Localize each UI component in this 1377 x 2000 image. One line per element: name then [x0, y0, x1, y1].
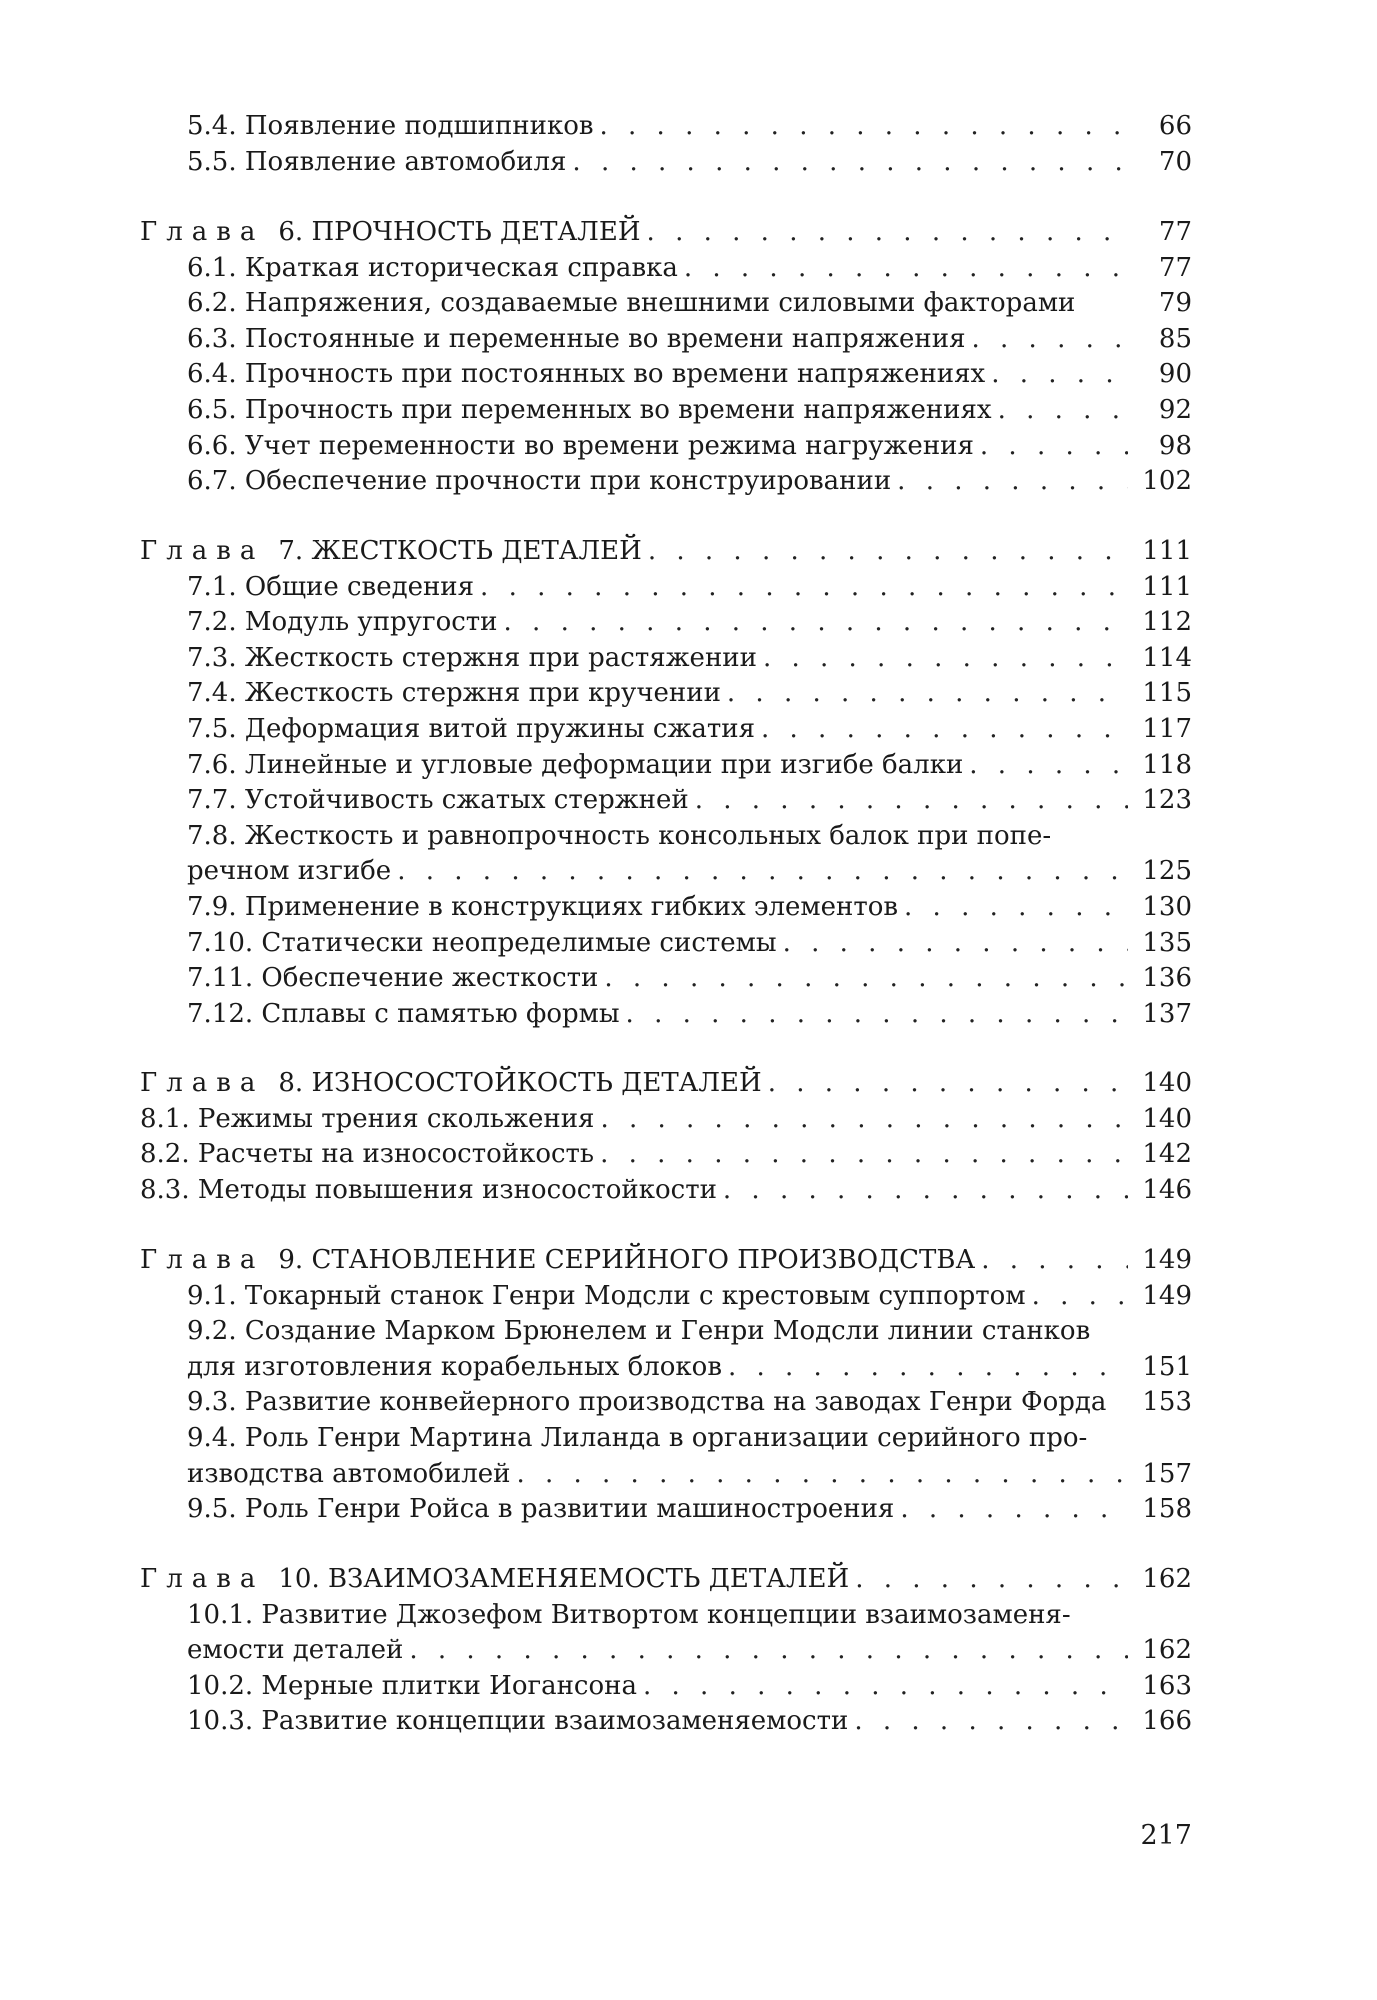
toc-item-title: 9.1. Токарный станок Генри Модсли с крестовым суппортом [187, 1280, 1026, 1311]
toc-item-page: 77 [1158, 252, 1192, 283]
toc-item-page: 112 [1142, 607, 1192, 638]
toc-item-page: 102 [1142, 466, 1192, 497]
toc-item-page: 130 [1142, 891, 1192, 922]
toc-item-page: 149 [1142, 1280, 1192, 1311]
dot-leader [684, 251, 1128, 287]
chapter-row [140, 1066, 1192, 1102]
dot-leader [727, 676, 1128, 712]
dot-leader [516, 1457, 1128, 1493]
toc-item-title: 7.10. Статически неопределимые системы [187, 927, 777, 958]
chapter-prefix: Глава [140, 1245, 265, 1275]
dot-leader [897, 464, 1128, 500]
toc-item-title: 7.1. Общие сведения [187, 571, 475, 602]
toc-item-row-continued [140, 1633, 1192, 1669]
toc-item-page: 142 [1142, 1139, 1192, 1170]
toc-item-row [140, 712, 1192, 748]
dot-leader [855, 1562, 1128, 1598]
toc-item-title-continued: емости деталей [187, 1635, 404, 1666]
toc-item-title: 6.3. Постоянные и переменные во времени напряжения [187, 323, 966, 354]
toc-item-row-continued [140, 1350, 1192, 1386]
toc-chapter-block [140, 1066, 1192, 1208]
toc-item-title: 6.6. Учет переменности во времени режима нагружения [187, 430, 974, 461]
chapter-row [140, 534, 1192, 570]
toc-chapter-block [140, 109, 1192, 180]
toc-item-row [140, 145, 1192, 181]
toc-item-title: 6.1. Краткая историческая справка [187, 252, 678, 283]
chapter-prefix: Глава [140, 1564, 265, 1594]
toc-item-row [140, 286, 1192, 322]
toc-item-title: 6.5. Прочность при переменных во времени напряжениях [187, 394, 992, 425]
dot-leader [972, 322, 1129, 358]
toc-item-title: 9.2. Создание Марком Брюнелем и Генри Модсли линии станков [187, 1316, 1091, 1347]
dot-leader [600, 1137, 1128, 1173]
chapter-name: 9. СТАНОВЛЕНИЕ СЕРИЙНОГО ПРОИЗВОДСТВА [278, 1245, 976, 1275]
toc-item-page: 146 [1142, 1174, 1192, 1205]
toc-chapter-block [140, 534, 1192, 1032]
toc-item-title: 7.9. Применение в конструкциях гибких элементов [187, 891, 899, 922]
chapter-name: 10. ВЗАИМОЗАМЕНЯЕМОСТЬ ДЕТАЛЕЙ [278, 1564, 850, 1594]
dot-leader [480, 570, 1128, 606]
toc-item-title: 10.2. Мерные плитки Иогансона [187, 1670, 637, 1701]
dot-leader [969, 748, 1128, 784]
toc-item-title: 7.2. Модуль упругости [187, 607, 498, 638]
toc-item-title: 7.4. Жесткость стержня при кручении [187, 678, 721, 709]
chapter-name: 7. ЖЕСТКОСТЬ ДЕТАЛЕЙ [278, 536, 642, 566]
toc-item-row [140, 1598, 1192, 1634]
toc-item-page: 136 [1142, 963, 1192, 994]
chapter-prefix: Глава [140, 1068, 265, 1098]
toc-item-page: 158 [1142, 1494, 1192, 1525]
chapter-title [140, 1243, 975, 1279]
toc-item-row [140, 890, 1192, 926]
dot-leader [647, 215, 1128, 251]
toc-item-row [140, 926, 1192, 962]
toc-item-title-continued: для изготовления корабельных блоков [187, 1351, 722, 1382]
toc-item-row [140, 748, 1192, 784]
chapter-page: 162 [1142, 1564, 1192, 1594]
chapter-page: 77 [1158, 217, 1192, 247]
toc-item-title: 6.7. Обеспечение прочности при конструировании [187, 466, 892, 497]
toc-item-row [140, 605, 1192, 641]
toc-item-title-continued: речном изгибе [187, 856, 392, 887]
toc-item-page: 151 [1142, 1351, 1192, 1382]
toc-item-row-continued [140, 1457, 1192, 1493]
toc-item-title-continued: изводства автомобилей [187, 1458, 511, 1489]
toc-item-row [140, 570, 1192, 606]
toc-item-page: 90 [1158, 359, 1192, 390]
toc-item-page: 98 [1158, 430, 1192, 461]
toc-item-row [140, 1314, 1192, 1350]
toc-item-title: 7.11. Обеспечение жесткости [187, 963, 599, 994]
dot-leader [572, 145, 1128, 181]
toc-item-row [140, 1137, 1192, 1173]
toc-item-page: 125 [1142, 856, 1192, 887]
toc-item-row [140, 464, 1192, 500]
toc-item-page: 92 [1158, 394, 1192, 425]
toc-item-row [140, 1102, 1192, 1138]
dot-leader [626, 997, 1128, 1033]
toc-item-title: 10.3. Развитие концепции взаимозаменяемости [187, 1706, 849, 1737]
chapter-page: 140 [1142, 1068, 1192, 1098]
toc-item-row [140, 1669, 1192, 1705]
dot-leader [900, 1492, 1128, 1528]
toc-item-title: 9.3. Развитие конвейерного производства на заводах Генри Форда [187, 1387, 1107, 1418]
toc-item-title: 7.6. Линейные и угловые деформации при изгибе балки [187, 749, 964, 780]
dot-leader [604, 961, 1128, 997]
toc-item-row [140, 641, 1192, 677]
toc-item-row [140, 1173, 1192, 1209]
toc-item-row [140, 393, 1192, 429]
chapter-title [140, 215, 641, 251]
toc-item-row [140, 1492, 1192, 1528]
toc-chapter-block [140, 1562, 1192, 1740]
dot-leader [854, 1704, 1128, 1740]
toc-item-page: 135 [1142, 927, 1192, 958]
toc-item-title: 7.5. Деформация витой пружины сжатия [187, 713, 755, 744]
toc-item-row [140, 997, 1192, 1033]
toc-item-title: 5.5. Появление автомобиля [187, 146, 567, 177]
toc-item-title: 7.8. Жесткость и равнопрочность консольных балок при попе- [187, 820, 1052, 851]
dot-leader [981, 1243, 1128, 1279]
toc-item-row [140, 1421, 1192, 1457]
dot-leader [723, 1173, 1128, 1209]
dot-leader [980, 429, 1128, 465]
chapter-row [140, 215, 1192, 251]
toc-item-row [140, 429, 1192, 465]
chapter-page: 111 [1142, 536, 1192, 566]
dot-leader [761, 712, 1128, 748]
toc-item-page: 140 [1142, 1103, 1192, 1134]
toc-item-row [140, 251, 1192, 287]
toc-item-page: 118 [1142, 749, 1192, 780]
toc-item-title: 7.7. Устойчивость сжатых стержней [187, 785, 689, 816]
toc-item-title: 6.2. Напряжения, создаваемые внешними силовыми факторами [187, 288, 1076, 319]
toc-item-title: 8.1. Режимы трения скольжения [140, 1103, 595, 1134]
toc-item-title: 6.4. Прочность при постоянных во времени напряжениях [187, 359, 986, 390]
toc-item-page: 137 [1142, 998, 1192, 1029]
toc-item-page: 85 [1158, 323, 1192, 354]
toc-item-page: 115 [1142, 678, 1192, 709]
chapter-prefix: Глава [140, 536, 265, 566]
dot-leader [728, 1350, 1128, 1386]
dot-leader [768, 1066, 1128, 1102]
dot-leader [409, 1633, 1128, 1669]
toc-item-row [140, 961, 1192, 997]
dot-leader [695, 783, 1128, 819]
toc-item-page: 153 [1142, 1387, 1192, 1418]
toc-item-row [140, 1704, 1192, 1740]
toc-item-page: 123 [1142, 785, 1192, 816]
toc-item-row [140, 676, 1192, 712]
chapter-name: 8. ИЗНОСОСТОЙКОСТЬ ДЕТАЛЕЙ [278, 1068, 762, 1098]
toc-item-row-continued [140, 854, 1192, 890]
dot-leader [783, 926, 1128, 962]
toc-item-page: 70 [1158, 146, 1192, 177]
chapter-name: 6. ПРОЧНОСТЬ ДЕТАЛЕЙ [278, 217, 641, 247]
dot-leader [904, 890, 1128, 926]
chapter-title [140, 1562, 849, 1598]
toc-item-page: 117 [1142, 713, 1192, 744]
toc-item-row [140, 322, 1192, 358]
dot-leader [599, 109, 1128, 145]
dot-leader [504, 605, 1128, 641]
toc-item-page: 66 [1158, 111, 1192, 141]
dot-leader [998, 393, 1128, 429]
toc-item-page: 162 [1142, 1635, 1192, 1666]
toc-item-row [140, 1385, 1192, 1421]
chapter-title [140, 1066, 762, 1102]
toc-item-title: 10.1. Развитие Джозефом Витвортом концепции взаимозаменя- [187, 1599, 1071, 1630]
toc-item-title: 7.3. Жесткость стержня при растяжении [187, 642, 757, 673]
toc-chapter-block [140, 215, 1192, 500]
toc-item-title: 9.5. Роль Генри Ройса в развитии машиностроения [187, 1494, 895, 1525]
dot-leader [648, 534, 1128, 570]
dot-leader [643, 1669, 1128, 1705]
dot-leader [1032, 1279, 1128, 1315]
toc-item-row [140, 109, 1192, 145]
toc-item-page: 79 [1158, 288, 1192, 319]
toc-item-page: 114 [1142, 642, 1192, 673]
toc-item-page: 157 [1142, 1458, 1192, 1489]
chapter-row [140, 1562, 1192, 1598]
toc-item-row [140, 819, 1192, 855]
toc-item-page: 163 [1142, 1670, 1192, 1701]
page-number: 217 [1140, 1820, 1192, 1851]
toc-item-row [140, 783, 1192, 819]
chapter-page: 149 [1142, 1245, 1192, 1275]
toc-item-title: 8.3. Методы повышения износостойкости [140, 1174, 717, 1205]
toc-item-title: 5.4. Появление подшипников [187, 111, 594, 141]
dot-leader [991, 357, 1128, 393]
dot-leader [600, 1102, 1128, 1138]
toc-item-row [140, 357, 1192, 393]
dot-leader [763, 641, 1128, 677]
toc-item-page: 111 [1142, 571, 1192, 602]
toc-item-title: 9.4. Роль Генри Мартина Лиланда в организации серийного про- [187, 1422, 1088, 1453]
toc-item-title: 8.2. Расчеты на износостойкость [140, 1139, 595, 1170]
chapter-prefix: Глава [140, 217, 265, 247]
chapter-title [140, 534, 642, 570]
dot-leader [397, 854, 1128, 890]
chapter-row [140, 1243, 1192, 1279]
toc-item-row [140, 1279, 1192, 1315]
toc-chapter-block [140, 1243, 1192, 1528]
toc-item-title: 7.12. Сплавы с памятью формы [187, 998, 620, 1029]
toc-item-page: 166 [1142, 1706, 1192, 1737]
